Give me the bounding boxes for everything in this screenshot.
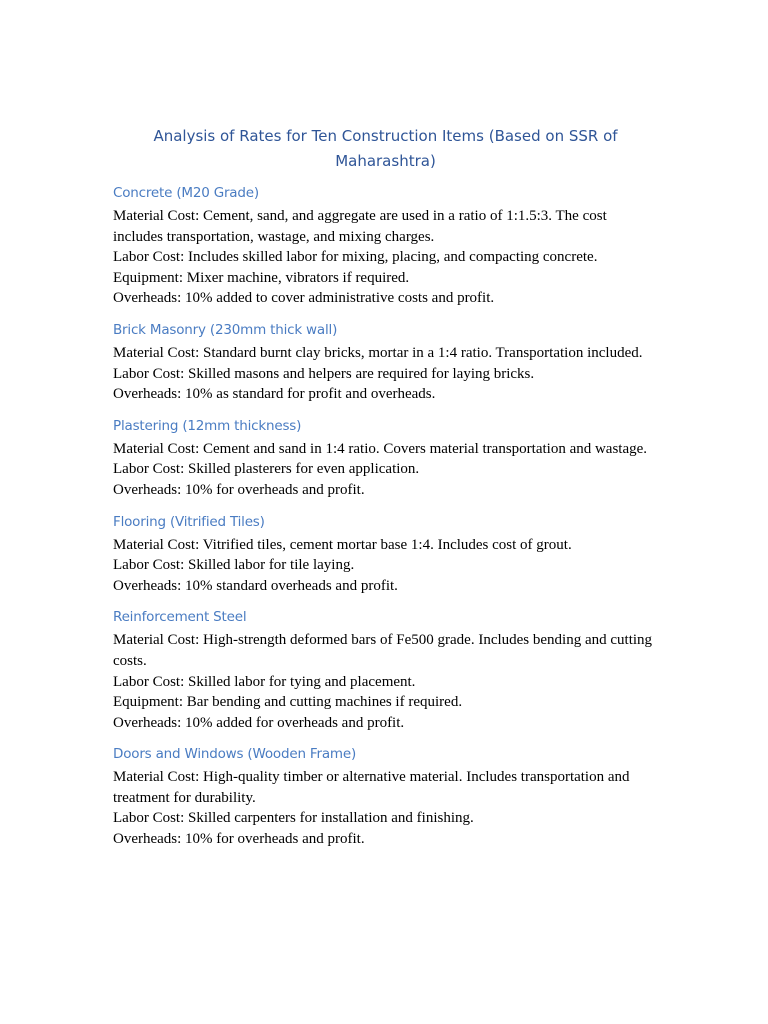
section-plastering [113, 417, 658, 501]
document-title: Analysis of Rates for Ten Construction Items (Based on SSR of Maharashtra) [153, 127, 618, 170]
section-heading: Flooring (Vitrified Tiles) [113, 513, 265, 530]
overheads-line: Overheads: 10% added for overheads and profit. [113, 714, 405, 731]
labor-cost-line: Labor Cost: Skilled masons and helpers are required for laying bricks. [113, 365, 535, 382]
document-page [113, 124, 658, 862]
section-heading: Plastering (12mm thickness) [113, 417, 302, 434]
overheads-line: Overheads: 10% for overheads and profit. [113, 831, 365, 848]
material-cost-line: Material Cost: High-quality timber or alternative material. Includes transportation and treatment for durability. [113, 769, 630, 806]
section-heading: Concrete (M20 Grade) [113, 185, 259, 201]
section-flooring [113, 513, 658, 597]
section-brick-masonry [113, 321, 658, 405]
section-heading: Brick Masonry (230mm thick wall) [113, 321, 338, 338]
overheads-line: Overheads: 10% standard overheads and profit. [113, 577, 398, 594]
material-cost-line: Material Cost: High-strength deformed bars of Fe500 grade. Includes bending and cutting costs. [113, 632, 653, 669]
labor-cost-line: Labor Cost: Skilled labor for tying and placement. [113, 673, 416, 690]
material-cost-line: Material Cost: Standard burnt clay bricks, mortar in a 1:4 ratio. Transportation included. [113, 344, 643, 361]
material-cost-line: Material Cost: Vitrified tiles, cement mortar base 1:4. Includes cost of grout. [113, 536, 572, 553]
labor-cost-line: Labor Cost: Skilled carpenters for installation and finishing. [113, 810, 474, 827]
labor-cost-line: Labor Cost: Skilled plasterers for even application. [113, 461, 420, 478]
section-heading: Doors and Windows (Wooden Frame) [113, 746, 357, 763]
section-doors-windows [113, 745, 658, 849]
overheads-line: Overheads: 10% as standard for profit and overheads. [113, 386, 436, 403]
material-cost-line: Material Cost: Cement, sand, and aggregate are used in a ratio of 1:1.5:3. The cost includes transportation, wastage, and mixing charges. [113, 208, 607, 245]
section-concrete [113, 184, 658, 309]
labor-cost-line: Labor Cost: Skilled labor for tile laying. [113, 557, 355, 574]
equipment-line: Equipment: Mixer machine, vibrators if required. [113, 269, 410, 286]
section-heading: Reinforcement Steel [113, 609, 247, 626]
material-cost-line: Material Cost: Cement and sand in 1:4 ratio. Covers material transportation and wastage. [113, 440, 648, 457]
overheads-line: Overheads: 10% added to cover administrative costs and profit. [113, 290, 495, 307]
section-reinforcement-steel [113, 608, 658, 733]
labor-cost-line: Labor Cost: Includes skilled labor for mixing, placing, and compacting concrete. [113, 249, 598, 266]
overheads-line: Overheads: 10% for overheads and profit. [113, 481, 365, 498]
equipment-line: Equipment: Bar bending and cutting machines if required. [113, 694, 463, 711]
